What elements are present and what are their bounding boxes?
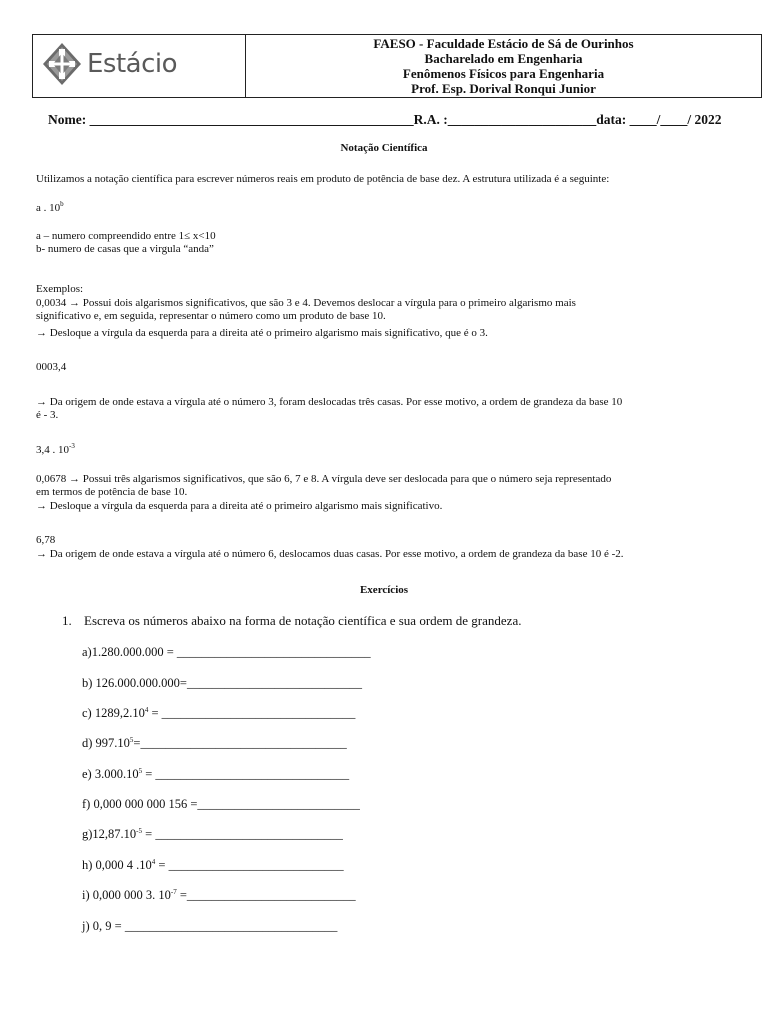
exercise-exponent: -7 — [170, 888, 177, 896]
exercise-exponent: 5 — [129, 736, 134, 744]
exercise-item-e — [82, 767, 349, 782]
exercise-exponent: -5 — [136, 827, 143, 835]
formula-exponent: b — [60, 200, 64, 208]
example2-line2: em termos de potência de base 10. — [36, 486, 188, 498]
header-table — [32, 34, 762, 98]
formula — [36, 202, 64, 215]
example1-explanation1: → Da origem de onde estava a vírgula até o número 3, foram deslocadas três casas. Por esse motivo, a ordem de grandeza da base 10 — [36, 396, 623, 408]
answer-blank[interactable]: ______________________________ — [155, 827, 343, 841]
example1-final-exponent: -3 — [69, 442, 75, 450]
example2-explanation: → Da origem de onde estava a vírgula até o número 6, deslocamos duas casas. Por esse motivo, a ordem de grandeza da base 10 é -2. — [36, 548, 624, 560]
institution-name: FAESO - Faculdade Estácio de Sá de Ourinhos — [373, 36, 634, 51]
page-title: Notação Científica — [340, 142, 428, 154]
subject-name: Fenômenos Físicos para Engenharia — [402, 66, 605, 81]
exercise-item-a — [82, 645, 371, 660]
exercise-item-i — [82, 888, 356, 903]
exercise-exponent: 4 — [151, 858, 156, 866]
exercise-equals: = — [142, 827, 156, 841]
exercise-equals: = — [155, 858, 169, 872]
answer-blank[interactable]: __________________________________ — [124, 919, 338, 933]
example1-result: 0003,4 — [36, 361, 67, 373]
exercise-item-b — [82, 676, 362, 691]
exercise-expression: i) 0,000 000 3. 10 — [82, 888, 171, 902]
answer-blank[interactable]: __________________________ — [197, 797, 360, 811]
example1-line3: → Desloque a vírgula da esquerda para a direita até o primeiro algarismo mais significativo, que é o 3. — [36, 327, 488, 339]
examples-label: Exemplos: — [36, 283, 84, 295]
estacio-logo — [41, 41, 177, 87]
professor-name: Prof. Esp. Dorival Ronqui Junior — [411, 81, 596, 96]
example2-line3: → Desloque a vírgula da esquerda para a direita até o primeiro algarismo mais significativo. — [36, 500, 443, 512]
exercise-expression: h) 0,000 4 .10 — [82, 858, 152, 872]
example2-result: 6,78 — [36, 534, 56, 546]
exercise-expression: j) 0, 9 = — [82, 919, 125, 933]
answer-blank[interactable]: _________________________________ — [140, 736, 347, 750]
exercise-expression: d) 997.10 — [82, 736, 130, 750]
exercise-expression: f) 0,000 000 000 156 = — [82, 797, 198, 811]
exercise-expression: g)12,87.10 — [82, 827, 137, 841]
question-text: Escreva os números abaixo na forma de notação científica e sua ordem de grandeza. — [84, 613, 522, 628]
exercise-exponent: 5 — [138, 767, 143, 775]
answer-blank[interactable]: ____________________________ — [168, 858, 344, 872]
exercise-expression: a)1.280.000.000 = — [82, 645, 177, 659]
exercise-equals: = — [148, 706, 162, 720]
exercise-expression: e) 3.000.10 — [82, 767, 139, 781]
exercise-expression: b) 126.000.000.000= — [82, 676, 187, 690]
example2-line1: 0,0678 → Possui três algarismos significativos, que são 6, 7 e 8. A vírgula deve ser deslocada para que o número seja representado — [36, 473, 612, 485]
course-name: Bacharelado em Engenharia — [424, 51, 583, 66]
logo-text: Estácio — [87, 49, 178, 79]
example1-final-base: 3,4 . 10 — [36, 444, 69, 456]
exercise-equals: = — [176, 888, 187, 902]
example1-explanation2: é - 3. — [36, 409, 59, 421]
exercise-expression: c) 1289,2.10 — [82, 706, 145, 720]
example1-line2: significativo e, em seguida, representar o número como um produto de base 10. — [36, 310, 386, 322]
question-1 — [62, 613, 521, 628]
question-number: 1. — [62, 613, 72, 628]
answer-blank[interactable]: _______________________________ — [176, 645, 371, 659]
exercise-equals: = — [133, 736, 141, 750]
example1-final — [36, 444, 75, 457]
b-definition: b- numero de casas que a virgula “anda” — [36, 243, 214, 255]
answer-blank[interactable]: ____________________________ — [186, 676, 362, 690]
a-definition: a – numero compreendido entre 1≤ x<10 — [36, 230, 216, 242]
exercise-item-g — [82, 827, 343, 842]
exercise-item-f — [82, 797, 360, 812]
example1-line1: 0,0034 → Possui dois algarismos significativos, que são 3 e 4. Devemos deslocar a vírgula para o primeiro algarismo mais — [36, 297, 576, 309]
exercise-item-c — [82, 706, 355, 721]
exercise-item-j — [82, 919, 337, 934]
exercise-exponent: 4 — [144, 706, 149, 714]
intro-paragraph: Utilizamos a notação científica para escrever números reais em produto de potência de base dez. A estrutura utilizada é a seguinte: — [36, 173, 610, 185]
exercise-equals: = — [142, 767, 156, 781]
formula-base: a . 10 — [36, 202, 61, 214]
exercise-item-h — [82, 858, 344, 873]
exercise-item-d — [82, 736, 347, 751]
answer-blank[interactable]: ___________________________ — [186, 888, 356, 902]
answer-blank[interactable]: _______________________________ — [161, 706, 356, 720]
student-info-line: Nome: ________________________________________________R.A. :______________________data: ____/____/ 2022 — [48, 112, 722, 127]
institution-info — [246, 35, 761, 97]
exercises-title: Exercícios — [359, 584, 409, 596]
estacio-emblem-icon — [41, 41, 83, 87]
answer-blank[interactable]: _______________________________ — [155, 767, 350, 781]
logo-cell — [33, 35, 246, 97]
